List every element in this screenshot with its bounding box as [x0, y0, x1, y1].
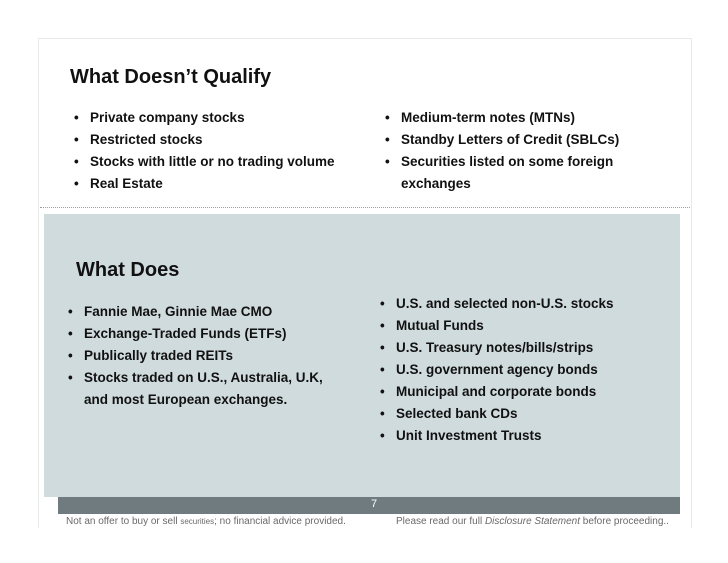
- does-not-qualify-left-list: [72, 107, 335, 195]
- list-item-continuation: and most European exchanges.: [84, 392, 288, 407]
- list-item: • Mutual Funds: [378, 315, 614, 337]
- list-item: • Stocks traded on U.S., Australia, U.K,: [66, 367, 323, 389]
- list-item: • U.S. Treasury notes/bills/strips: [378, 337, 614, 359]
- page-number: 7: [371, 498, 378, 510]
- list-item: • Publically traded REITs: [66, 345, 323, 367]
- section-title-does-not-qualify: What Doesn’t Qualify: [70, 66, 272, 88]
- bullet-icon: •: [68, 370, 73, 385]
- bullet-icon: •: [68, 348, 73, 363]
- bullet-icon: •: [380, 428, 385, 443]
- bullet-icon: •: [74, 132, 79, 147]
- bullet-icon: •: [74, 154, 79, 169]
- bullet-icon: •: [68, 326, 73, 341]
- bullet-icon: •: [68, 304, 73, 319]
- list-item: • Restricted stocks: [72, 129, 335, 151]
- bullet-icon: •: [380, 296, 385, 311]
- list-item: • Standby Letters of Credit (SBLCs): [383, 129, 619, 151]
- list-item: • Stocks with little or no trading volume: [72, 151, 335, 173]
- list-item: • Selected bank CDs: [378, 403, 614, 425]
- bullet-icon: •: [385, 154, 390, 169]
- list-item: • U.S. and selected non-U.S. stocks: [378, 293, 614, 315]
- bullet-icon: •: [74, 176, 79, 191]
- list-item: • U.S. government agency bonds: [378, 359, 614, 381]
- qualifies-left-list: [66, 301, 323, 411]
- bullet-icon: •: [380, 406, 385, 421]
- list-item: • Real Estate: [72, 173, 335, 195]
- list-item: • Medium-term notes (MTNs): [383, 107, 619, 129]
- list-item-continuation: exchanges: [401, 176, 471, 191]
- bullet-icon: •: [380, 318, 385, 333]
- footer-bar: [58, 497, 680, 514]
- disclosure-statement-link[interactable]: Disclosure Statement: [484, 516, 580, 527]
- footer-disclaimer: Not an offer to buy or sell securities; no financial advice provided.: [66, 516, 346, 527]
- bullet-icon: •: [385, 110, 390, 125]
- qualifies-right-list: [378, 293, 614, 447]
- slide-border-left: [38, 38, 39, 528]
- section-title-what-does: What Does: [76, 259, 180, 281]
- bullet-icon: •: [385, 132, 390, 147]
- bullet-icon: •: [74, 110, 79, 125]
- footer-disclosure-note: Please read our full Disclosure Statement before proceeding..: [396, 516, 669, 527]
- bullet-icon: •: [380, 362, 385, 377]
- list-item: • Municipal and corporate bonds: [378, 381, 614, 403]
- slide-border-top: [38, 38, 692, 39]
- section-divider: [40, 207, 690, 208]
- list-item: • Securities listed on some foreign: [383, 151, 619, 173]
- list-item: • Private company stocks: [72, 107, 335, 129]
- does-not-qualify-right-list: [383, 107, 619, 195]
- list-item: • Exchange-Traded Funds (ETFs): [66, 323, 323, 345]
- slide-border-right: [691, 38, 692, 528]
- bullet-icon: •: [380, 340, 385, 355]
- list-item: • Fannie Mae, Ginnie Mae CMO: [66, 301, 323, 323]
- list-item: • Unit Investment Trusts: [378, 425, 614, 447]
- bullet-icon: •: [380, 384, 385, 399]
